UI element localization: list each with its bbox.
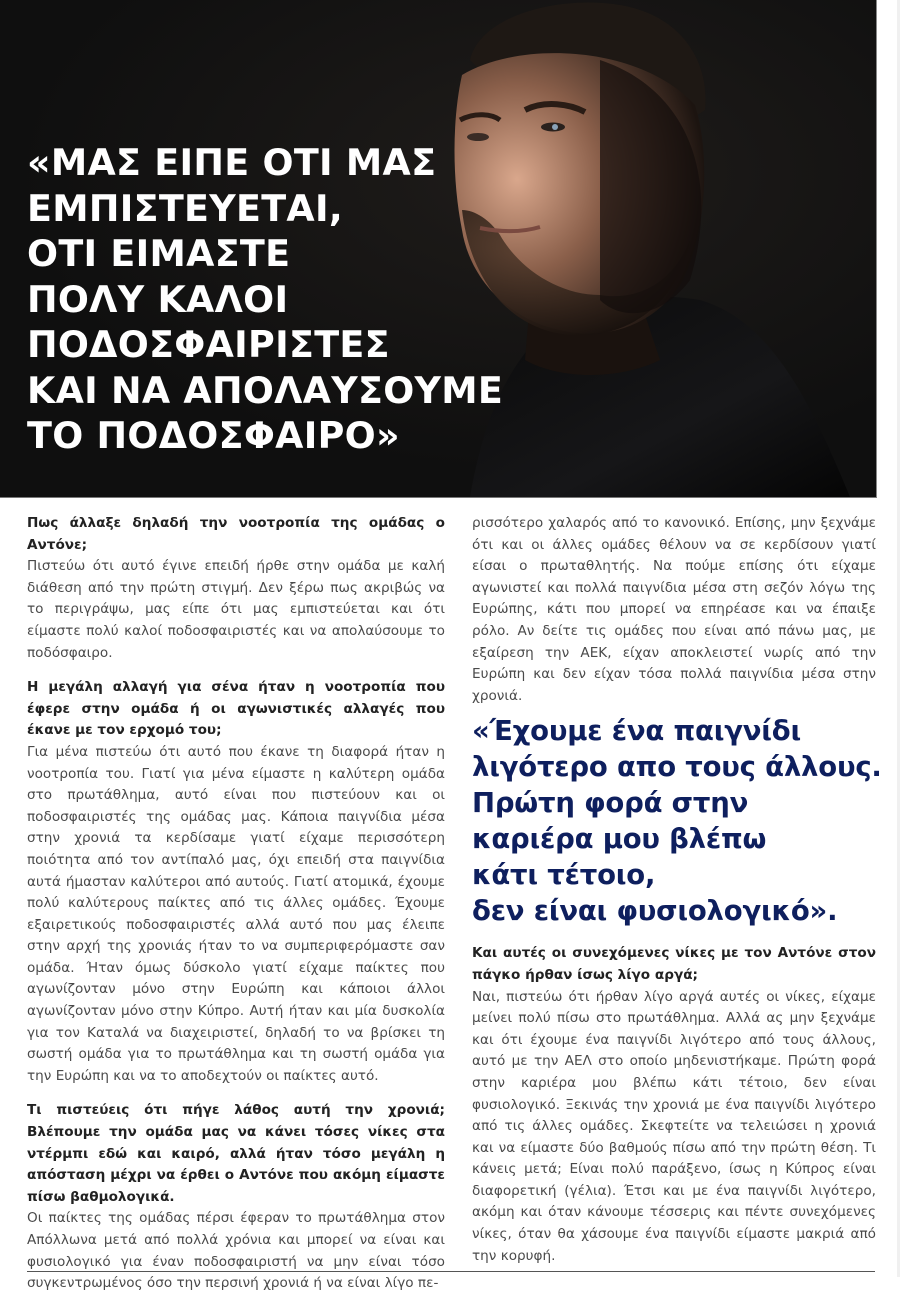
pull-quote-line: καριέρα μου βλέπω <box>472 823 767 856</box>
pull-quote-line: Πρώτη φορά στην <box>472 787 749 820</box>
interview-answer: Οι παίκτες της ομάδας πέρσι έφεραν το πρωτάθλημα στον Απόλλωνα μετά από πολλά χρόνια και μπορεί να είναι και φυσιολογικό για έναν ποδοσφαιριστή να μην είναι τόσο συγκεντρωμένος όσο την περσινή χρονιά ή να είναι λίγο πε- <box>27 1210 445 1292</box>
paragraph-gap <box>27 1087 445 1100</box>
article-column-left <box>27 513 445 1295</box>
photo-iris <box>552 124 558 130</box>
pull-quote <box>472 713 882 929</box>
pull-quote-line: λιγότερο απο τους άλλους. <box>472 751 882 784</box>
headline-quote <box>27 140 503 459</box>
hero-banner <box>0 0 877 498</box>
interview-answer-continued: ρισσότερο χαλαρός από το κανονικό. Επίσης, μην ξεχνάμε ότι και οι άλλες ομάδες θέλουν να σε κερδίσουν γιατί είσαι ο πρωταθλητής. Να πούμε επίσης ότι είχαμε αγωνιστεί και πολλά παιγνίδια μέσα στη σεζόν λόγω της Ευρώπης, κάτι που μπορεί να επηρέασε και να έπαιξε ρόλο. Αν δείτε τις ομάδες που είναι από πάνω μας, με εξαίρεση την ΑΕΚ, είχαν αποκλειστεί νωρίς από την Ευρώπη και δεν είχαν τόσα πολλά παιγνίδια μέσα στην χρονιά. <box>472 515 876 704</box>
pull-quote-line: δεν είναι φυσιολογικό». <box>472 895 838 928</box>
pull-quote-line: κάτι τέτοιο, <box>472 859 656 892</box>
interview-answer: Πιστεύω ότι αυτό έγινε επειδή ήρθε στην ομάδα με καλή διάθεση από την πρώτη στιγμή. Δεν ξέρω πως ακριβώς να το περιγράψω, μας είπε ότι μας εμπιστεύεται και ότι είμαστε πολύ καλοί ποδοσφαιριστές και να απολαύσουμε το ποδόσφαιρο. <box>27 558 445 661</box>
footer-divider <box>27 1271 875 1272</box>
interview-question: Τι πιστεύεις ότι πήγε λάθος αυτή την χρονιά; Βλέπουμε την ομάδα μας να κάνει τόσες νίκες στα ντέρμπι εδώ και καιρό, αλλά ήταν τόσο μεγάλη η απόσταση μέχρι να έρθει ο Αντόνε που ακόμη είμαστε πίσω βαθμολογικά. <box>27 1102 445 1205</box>
interview-question: Πως άλλαξε δηλαδή την νοοτροπία της ομάδας ο Αντόνε; <box>27 515 445 553</box>
headline-line: ΚΑΙ ΝΑ ΑΠΟΛΑΥΣΟΥΜΕ <box>27 368 504 412</box>
article-column-right <box>472 513 882 1267</box>
headline-line: ΠΟΛΥ ΚΑΛΟΙ <box>27 277 289 321</box>
paragraph-gap <box>27 664 445 677</box>
interview-question: Και αυτές οι συνεχόμενες νίκες με τον Αντόνε στον πάγκο ήρθαν ίσως λίγο αργά; <box>472 945 876 983</box>
headline-line: ΕΜΠΙΣΤΕΥΕΤΑΙ, <box>27 186 344 230</box>
interview-question: Η μεγάλη αλλαγή για σένα ήταν η νοοτροπία που έφερε στην ομάδα ή οι αγωνιστικές αλλαγές που έκανε με τον ερχομό του; <box>27 679 445 739</box>
interview-answer: Για μένα πιστεύω ότι αυτό που έκανε τη διαφορά ήταν η νοοτροπία του. Γιατί για μένα είμαστε η καλύτερη ομάδα στο πρωτάθλημα, αυτό είναι που πιστεύουν και οι ποδοσφαιριστές της ομάδας μας. Κάποια παιγνίδια μέσα στην χρονιά τα κερδίσαμε γιατί είχαμε περισσότερη ποιότητα από τον αντίπαλό μας, όχι επειδή στα παιγνίδια αυτά ήμασταν καλύτεροι από αυτούς. Γιατί ατομικά, έχουμε πολύ καλύτερους παίκτες από τις άλλες ομάδες. Έχουμε εξαιρετικούς ποδοσφαιριστές αλλά αυτό που μας έλειπε στην αρχή της χρονιάς ήταν το να συμπεριφερόμαστε σαν ομάδα. Ήταν όμως δύσκολο γιατί είχαμε παίκτες που αγωνίζονταν μόνο στην Ευρώπη και κάποιοι άλλοι αγωνίζονταν μόνο στην Κύπρο. Αυτή ήταν και μία δυσκολία για τον Καταλά να διαχειριστεί, δηλαδή το να βρίσκει τη σωστή ομάδα για το πρωτάθλημα και τη σωστή ομάδα για την Ευρώπη και να το αποδεχτούν οι παίκτες αυτό. <box>27 743 445 1084</box>
headline-line: ΠΟΔΟΣΦΑΙΡΙΣΤΕΣ <box>27 323 390 366</box>
headline-line: ΟΤΙ ΕΙΜΑΣΤΕ <box>27 232 291 275</box>
interview-answer: Ναι, πιστεύω ότι ήρθαν λίγο αργά αυτές οι νίκες, είχαμε μείνει πολύ πίσω στο πρωτάθλημα. Αλλά ας μην ξεχνάμε και ότι έχουμε ένα παιγνίδι λιγότερο από τους άλλους, αυτό με την ΑΕΛ στο οποίο μηδενιστήκαμε. Πρώτη φορά στην καριέρα μου βλέπω κάτι τέτοιο, δεν είναι φυσιολογικό. Ξεκινάς την χρονιά με ένα παιγνίδι λιγότερο από τις άλλες ομάδες. Σκεφτείτε να τελειώσει η χρονιά και να είμαστε δύο βαθμούς πίσω από την πρώτη θέση. Τι κάνεις μετά; Είναι πολύ παράξενο, ίσως η Κύπρος είναι διαφορετική (γέλια). Έτσι και με ένα παιγνίδι λιγότερο, ακόμη και όταν κάνουμε τέσσερις και πέντε συνεχόμενες νίκες, όταν θα χάσουμε ένα παιγνίδι είμαστε μακριά από την κορυφή. <box>472 988 876 1264</box>
headline-line: ΤΟ ΠΟΔΟΣΦΑΙΡΟ» <box>27 414 400 457</box>
headline-line: «ΜΑΣ ΕΙΠΕ ΟΤΙ ΜΑΣ <box>27 141 437 184</box>
pull-quote-line: «Έχουμε ένα παιγνίδι <box>472 715 801 748</box>
